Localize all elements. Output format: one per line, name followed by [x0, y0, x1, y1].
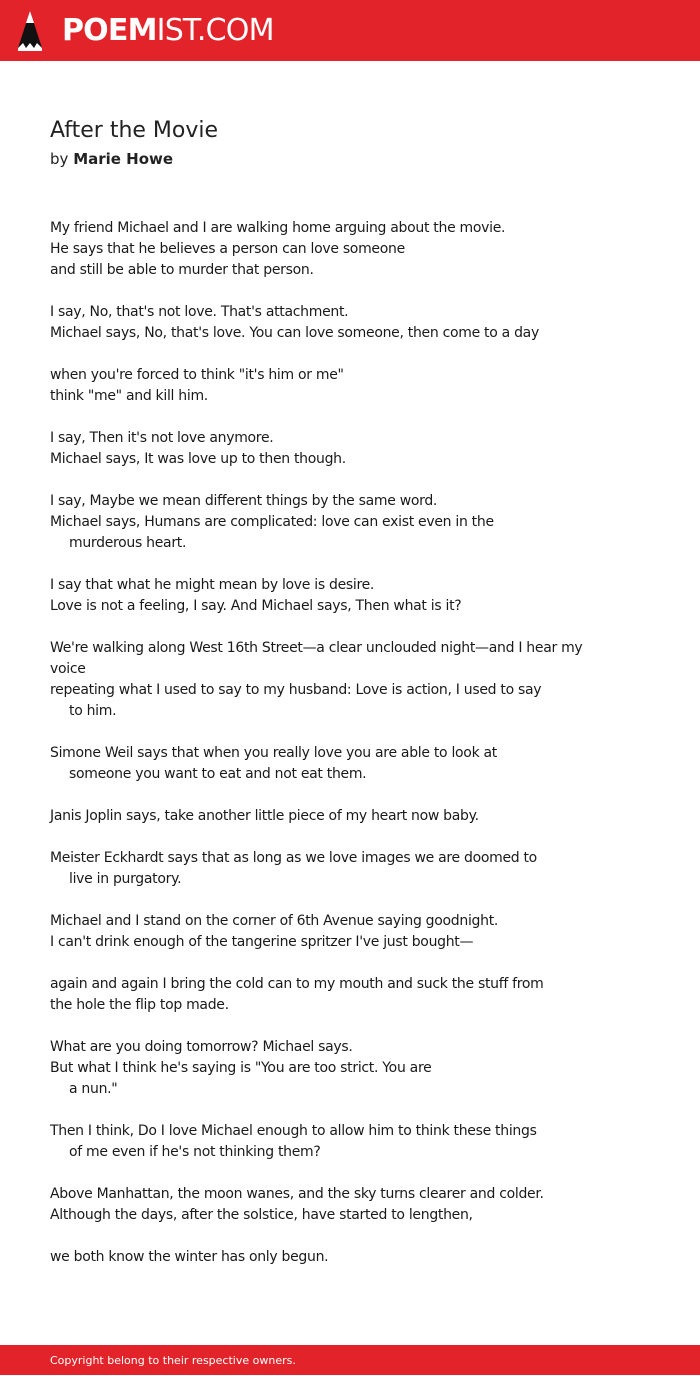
- poem-line: Michael and I stand on the corner of 6th Avenue saying goodnight.: [50, 913, 499, 929]
- author-name: Marie Howe: [73, 150, 174, 168]
- site-footer: [0, 1345, 700, 1375]
- poem-line: to him.: [69, 703, 117, 719]
- poem-stanza: [50, 806, 590, 827]
- poem-line: I say, No, that's not love. That's attachment.: [50, 304, 349, 320]
- poem-line: We're walking along West 16th Street—a clear unclouded night—and I hear my voice: [50, 640, 583, 677]
- poem-line: of me even if he's not thinking them?: [69, 1144, 321, 1160]
- poem-line: I can't drink enough of the tangerine spritzer I've just bought—: [50, 934, 474, 950]
- byline: [50, 148, 173, 170]
- poem-line: again and again I bring the cold can to my mouth and suck the stuff from: [50, 976, 544, 992]
- poem-line: I say, Then it's not love anymore.: [50, 430, 274, 446]
- poem-line: My friend Michael and I are walking home arguing about the movie.: [50, 220, 506, 236]
- poem-line: someone you want to eat and not eat them.: [69, 766, 367, 782]
- poem-line: Michael says, Humans are complicated: love can exist even in the: [50, 514, 494, 530]
- poem-stanza: [50, 575, 590, 617]
- poem-line: But what I think he's saying is "You are too strict. You are: [50, 1060, 432, 1076]
- poem-stanza: [50, 848, 590, 890]
- poem-line: repeating what I used to say to my husband: Love is action, I used to say: [50, 682, 542, 698]
- poem-stanza: [50, 365, 590, 407]
- poem-line: He says that he believes a person can love someone: [50, 241, 405, 257]
- poem-stanza: [50, 218, 590, 281]
- poem-line: I say that what he might mean by love is desire.: [50, 577, 375, 593]
- poem-line: Michael says, It was love up to then though.: [50, 451, 346, 467]
- pencil-tip-icon[interactable]: [17, 10, 43, 52]
- poem-line: Above Manhattan, the moon wanes, and the sky turns clearer and colder.: [50, 1186, 544, 1202]
- poem-stanza: [50, 974, 590, 1016]
- poem-body: [50, 218, 590, 1289]
- poem-stanza: [50, 743, 590, 785]
- poem-line: Love is not a feeling, I say. And Michael says, Then what is it?: [50, 598, 462, 614]
- poem-line: Meister Eckhardt says that as long as we love images we are doomed to: [50, 850, 537, 866]
- poem-line: murderous heart.: [69, 535, 187, 551]
- poem-stanza: [50, 1037, 590, 1100]
- poem-line: live in purgatory.: [69, 871, 182, 887]
- poem-line: think "me" and kill him.: [50, 388, 208, 404]
- poem-line: I say, Maybe we mean different things by the same word.: [50, 493, 438, 509]
- poem-line: What are you doing tomorrow? Michael says.: [50, 1039, 353, 1055]
- poem-stanza: [50, 428, 590, 470]
- poem-line: the hole the flip top made.: [50, 997, 229, 1013]
- poem-line: and still be able to murder that person.: [50, 262, 314, 278]
- poem-stanza: [50, 638, 590, 722]
- logo-text-bold: POEM: [62, 13, 157, 48]
- poem-line: Janis Joplin says, take another little piece of my heart now baby.: [50, 808, 479, 824]
- copyright-text: Copyright belong to their respective owners.: [50, 1354, 296, 1367]
- poem-stanza: [50, 302, 590, 344]
- poem-stanza: [50, 1184, 590, 1226]
- site-header: [0, 0, 700, 61]
- poem-line: Although the days, after the solstice, have started to lengthen,: [50, 1207, 473, 1223]
- poem-stanza: [50, 1121, 590, 1163]
- poem-line: Then I think, Do I love Michael enough to allow him to think these things: [50, 1123, 537, 1139]
- poem-stanza: [50, 1247, 590, 1268]
- poem-line: when you're forced to think "it's him or me": [50, 367, 344, 383]
- logo-text-light: IST.COM: [156, 13, 274, 48]
- site-logo[interactable]: [62, 10, 274, 52]
- poem-line: Simone Weil says that when you really love you are able to look at: [50, 745, 497, 761]
- poem-stanza: [50, 911, 590, 953]
- byline-prefix: by: [50, 150, 69, 168]
- poem-stanza: [50, 491, 590, 554]
- poem-title: After the Movie: [50, 118, 219, 143]
- poem-line: we both know the winter has only begun.: [50, 1249, 329, 1265]
- poem-line: a nun.": [69, 1081, 118, 1097]
- poem-line: Michael says, No, that's love. You can love someone, then come to a day: [50, 325, 539, 341]
